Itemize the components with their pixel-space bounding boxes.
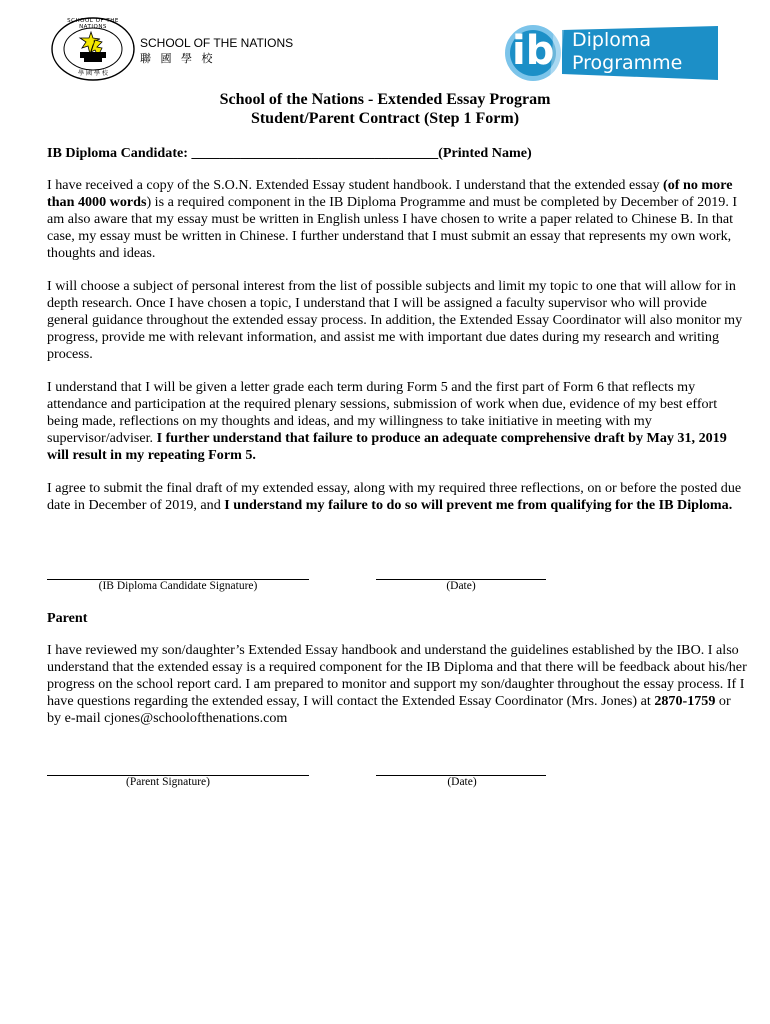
seal-ring-text: SCHOOL OF THE NATIONS — [67, 18, 119, 30]
parent-heading: Parent — [47, 610, 88, 626]
ib-diploma-logo — [504, 24, 720, 82]
coordinator-email-text: or by e-mail cjones@schoolofthenations.com — [47, 693, 731, 726]
printed-name-label: (Printed Name) — [438, 145, 532, 161]
paragraph-parent — [47, 642, 747, 727]
ib-logo-line2: Programme — [572, 52, 683, 74]
paragraph-final-draft-text: I agree to submit the final draft of my extended essay, along with my required three reflections, on or before the posted due date in December of 2019, and — [47, 480, 742, 513]
school-name-chinese: 聯 國 學 校 — [140, 52, 216, 65]
school-seal-logo — [50, 16, 136, 82]
seal-bottom-text: 學 國 學 校 — [78, 70, 108, 77]
candidate-name-blank[interactable]: ___________________________________ — [191, 145, 439, 161]
diploma-warning-text: I understand my failure to do so will prevent me from qualifying for the IB Diploma. — [224, 497, 733, 513]
ib-logo-letters: ib — [512, 28, 555, 74]
candidate-label: IB Diploma Candidate: — [47, 145, 188, 161]
paragraph-parent-text: I have reviewed my son/daughter’s Extended Essay handbook and understand the guidelines established by the IBO. I also understand that the extended essay is a required component for the IB Diploma and that there will be feedback about his/her progress on the school report card. I am prepared to monitor and support my son/daughter throughout the essay process. If I have questions regarding the extended essay, I will contact the Extended Essay Coordinator (Mrs. Jones) at — [47, 642, 747, 709]
school-name: SCHOOL OF THE NATIONS — [140, 36, 294, 50]
paragraph-handbook — [47, 177, 747, 262]
candidate-date-label: (Date) — [446, 580, 476, 592]
coordinator-phone: 2870-1759 — [654, 693, 716, 709]
ib-logo-line1: Diploma — [572, 29, 652, 51]
word-limit-text: (of no more than 4000 words — [47, 177, 733, 210]
paragraph-subject — [47, 278, 747, 363]
paragraph-grading — [47, 379, 747, 464]
document-subtitle: Student/Parent Contract (Step 1 Form) — [250, 110, 520, 127]
candidate-name-line — [47, 145, 532, 162]
candidate-signature-label: (IB Diploma Candidate Signature) — [98, 580, 258, 592]
parent-date-label: (Date) — [447, 776, 477, 788]
paragraph-handbook-text: I have received a copy of the S.O.N. Extended Essay student handbook. I understand that the extended essay — [47, 177, 660, 193]
paragraph-handbook-text-cont: ) is a required component in the IB Diploma Programme and must be completed by December of 2019. I am also aware that my essay must be written in English unless I have chosen to write a paper related to Chinese B. In that case, my essay must be written in Chinese. I further understand that I must submit an essay that represents my own work, thoughts and ideas. — [47, 194, 738, 261]
draft-deadline-text: I further understand that failure to produce an adequate comprehensive draft by May 31, 2019 will result in my repeating Form 5. — [47, 430, 727, 463]
paragraph-final-draft — [47, 480, 747, 514]
parent-signature-label: (Parent Signature) — [126, 776, 210, 788]
paragraph-subject-text: I will choose a subject of personal interest from the list of possible subjects and limit my topic to one that will allow for in depth research. Once I have chosen a topic, I understand that I will be assigned a faculty supervisor who will provide general guidance throughout the extended essay process. In addition, the Extended Essay Coordinator will also monitor my progress, provide me with relevant information, and assist me with important due dates during my research and writing process. — [47, 278, 743, 362]
paragraph-grading-text: I understand that I will be given a letter grade each term during Form 5 and the first part of Form 6 that reflects my attendance and participation at the required plenary sessions, submission of work when due, evidence of my best effort being made, reflections on my thoughts and ideas, and my willingness to take initiative in meeting with my supervisor/adviser. — [47, 379, 718, 446]
document-title: School of the Nations - Extended Essay Program — [219, 91, 551, 108]
